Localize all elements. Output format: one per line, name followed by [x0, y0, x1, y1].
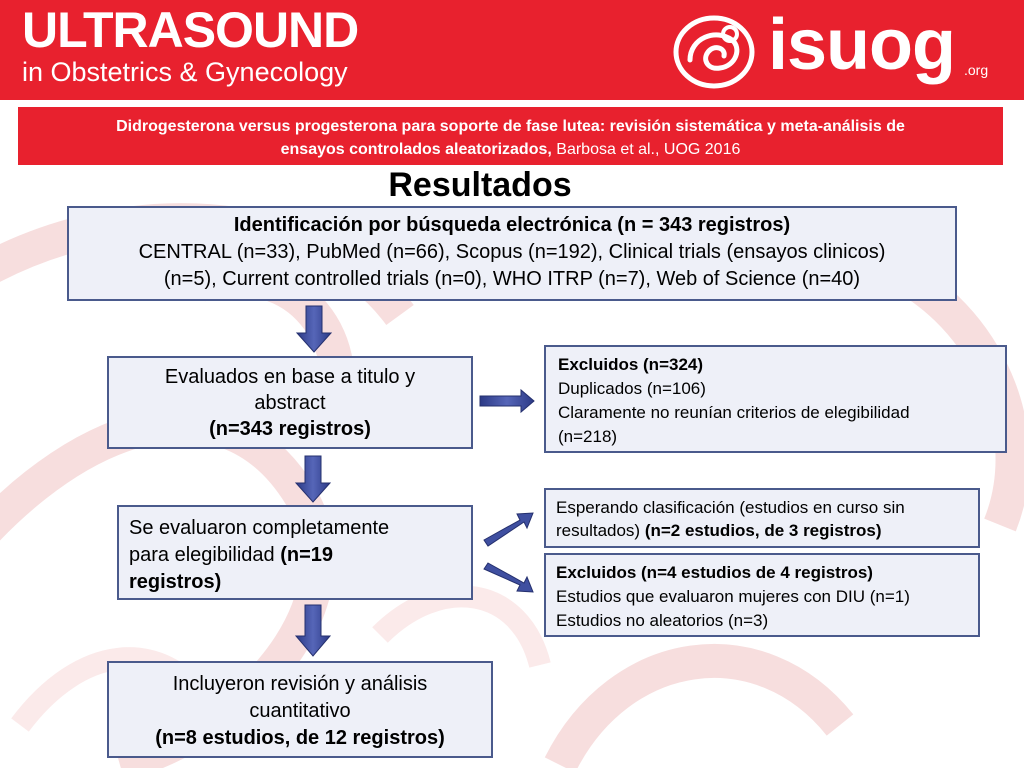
citation-title-line1: Didrogesterona versus progesterona para soporte de fase lutea: revisión sistemática y meta-análisis de [116, 118, 905, 135]
included-count: (n=8 estudios, de 12 registros) [155, 727, 445, 749]
full-text-line1: Se evaluaron completamente [129, 517, 390, 539]
excluded-ineligible: Claramente no reunían criterios de elegibilidad [558, 403, 910, 422]
isuog-org-suffix: .org [964, 62, 989, 78]
screening-line2: abstract [254, 392, 326, 414]
identification-box [67, 206, 957, 301]
citation-title-end: ensayos controlados aleatorizados, [280, 141, 552, 158]
full-text-line2-text: para elegibilidad [129, 544, 281, 566]
excluded-iud: Estudios que evaluaron mujeres con DIU (n=1) [556, 587, 910, 606]
journal-title: ULTRASOUND [22, 2, 359, 58]
fetus-logo-icon [668, 10, 760, 92]
awaiting-line1: Esperando clasificación (estudios en curso sin [556, 498, 905, 517]
identification-sources-line1: CENTRAL (n=33), PubMed (n=66), Scopus (n=192), Clinical trials (ensayos clinicos) [138, 241, 886, 263]
awaiting-count: (n=2 estudios, de 3 registros) [644, 521, 882, 540]
citation-bar [18, 107, 1003, 165]
awaiting-line2-text: resultados) [556, 521, 645, 540]
citation-title-line2 [30, 138, 991, 161]
excluded-screening-box [544, 345, 1007, 453]
full-text-box [117, 505, 473, 600]
excluded-full-heading: Excluidos (n=4 estudios de 4 registros) [556, 563, 873, 582]
isuog-wordmark: isuog [768, 5, 955, 85]
section-title: Resultados [388, 166, 572, 204]
isuog-logo [668, 6, 1008, 94]
awaiting-classification-box [544, 488, 980, 548]
full-text-line2 [129, 542, 471, 569]
identification-sources-line2: (n=5), Current controlled trials (n=0), WHO ITRP (n=7), Web of Science (n=40) [163, 268, 861, 290]
excluded-nonrandom: Estudios no aleatorios (n=3) [556, 611, 769, 630]
identification-heading: Identificación por búsqueda electrónica (n = 343 registros) [233, 214, 791, 236]
citation-reference: Barbosa et al., UOG 2016 [551, 141, 741, 158]
excluded-ineligible-count: (n=218) [558, 427, 618, 446]
screening-count: (n=343 registros) [209, 418, 371, 440]
included-line2: cuantitativo [249, 700, 351, 722]
included-line1: Incluyeron revisión y análisis [172, 673, 428, 695]
journal-subtitle: in Obstetrics & Gynecology [22, 57, 348, 87]
screening-line1: Evaluados en base a titulo y [164, 366, 416, 388]
full-text-count-end: registros) [129, 571, 222, 593]
excluded-full-text-box [544, 553, 980, 637]
screening-box [107, 356, 473, 449]
included-box [107, 661, 493, 758]
excluded-duplicates: Duplicados (n=106) [558, 379, 706, 398]
excluded-screening-heading: Excluidos (n=324) [558, 355, 704, 374]
journal-header [0, 0, 1024, 100]
full-text-count: (n=19 [280, 544, 334, 566]
awaiting-line2 [556, 519, 978, 542]
